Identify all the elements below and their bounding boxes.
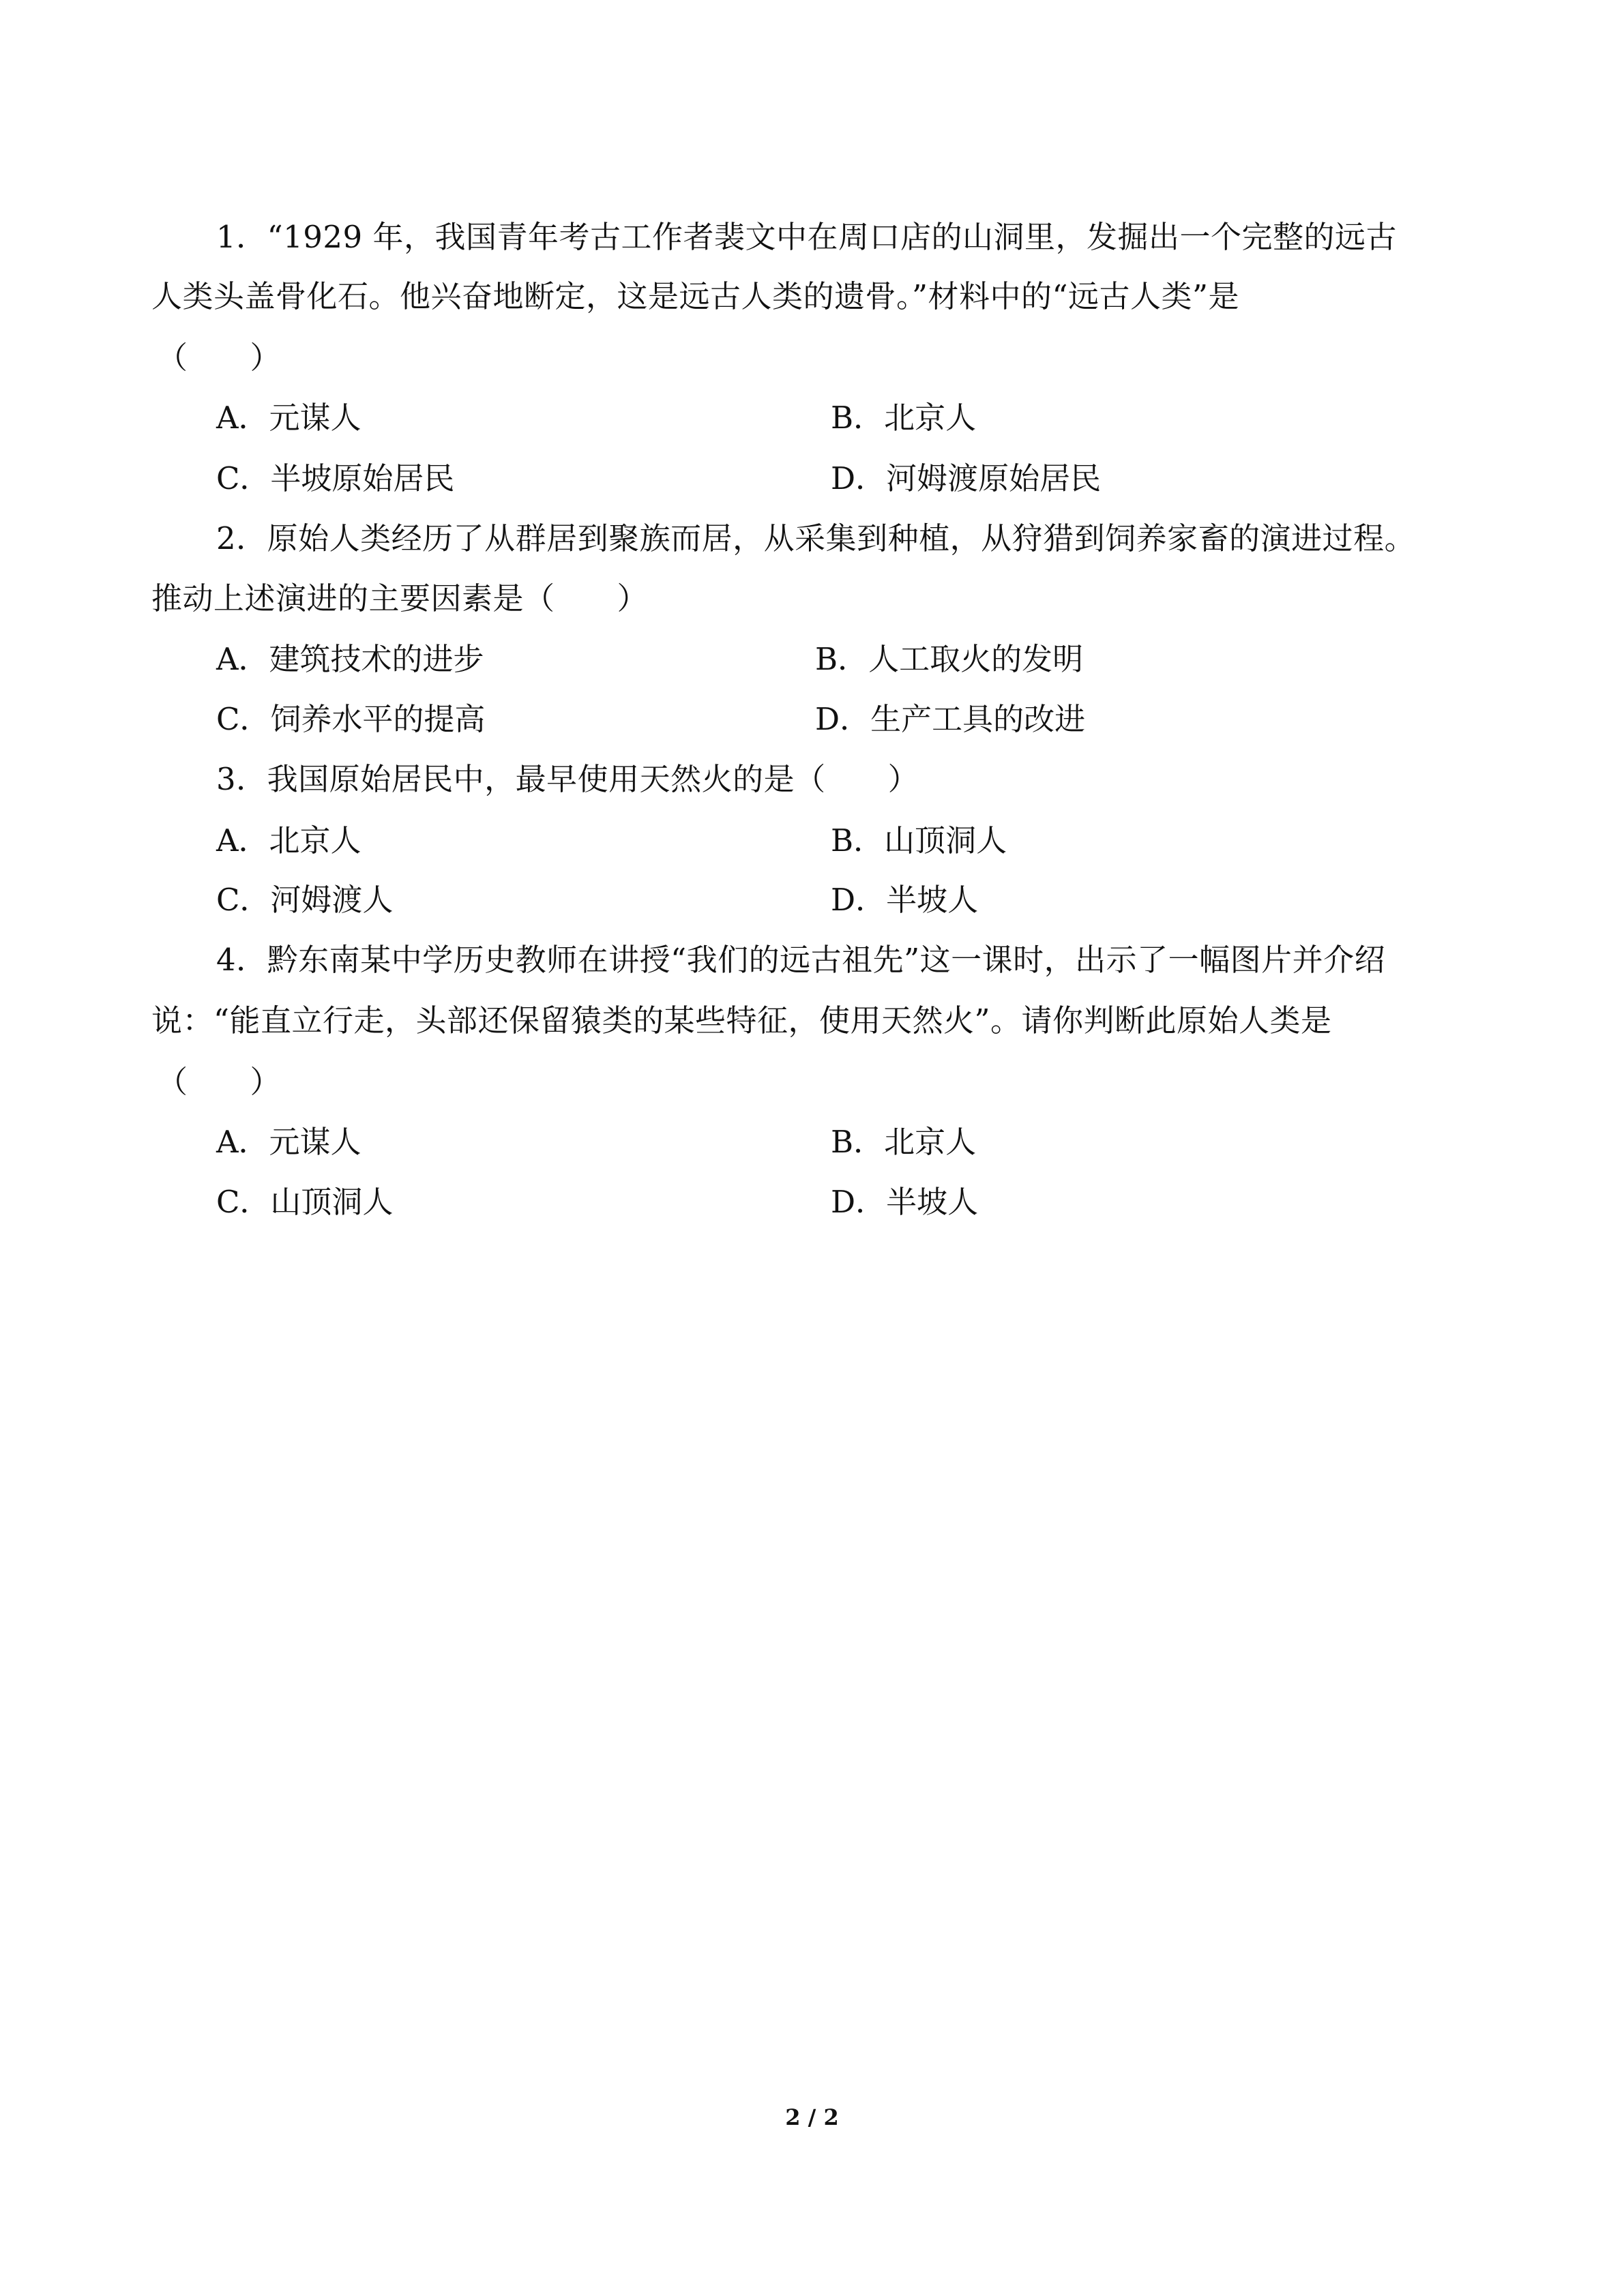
question-2-option-d: D．生产工具的改进 [815, 701, 1086, 737]
question-1-option-b: B．北京人 [831, 400, 977, 436]
question-1-line-1: 1．“1929 年，我国青年考古工作者裴文中在周口店的山洞里，发掘出一个完整的远古 [216, 219, 1397, 255]
question-3-option-c: C．河姆渡人 [216, 882, 394, 918]
question-2-line-2: 推动上述演进的主要因素是（ ） [151, 580, 649, 616]
question-1-option-d: D．河姆渡原始居民 [831, 460, 1102, 496]
question-4-option-d: D．半坡人 [831, 1184, 979, 1220]
question-3-option-d: D．半坡人 [831, 882, 979, 918]
question-1-option-c: C．半坡原始居民 [216, 460, 455, 496]
question-4-answer-blank: （ ） [157, 1064, 282, 1100]
question-4-line-1: 4．黔东南某中学历史教师在讲授“我们的远古祖先”这一课时，出示了一幅图片并介绍 [216, 942, 1386, 978]
question-4-option-b: B．北京人 [831, 1124, 977, 1160]
question-2-option-b: B．人工取火的发明 [815, 641, 1084, 677]
page-number: 2 / 2 [785, 2104, 839, 2130]
question-1-option-a: A．元谋人 [216, 400, 361, 436]
question-4-option-a: A．元谋人 [216, 1124, 361, 1160]
question-3-option-a: A．北京人 [216, 822, 361, 859]
question-1-answer-blank: （ ） [157, 340, 282, 376]
question-2-option-a: A．建筑技术的进步 [216, 641, 484, 677]
question-1-line-2: 人类头盖骨化石。他兴奋地断定，这是远古人类的遗骨。”材料中的“远古人类”是 [151, 278, 1240, 314]
question-4-line-2: 说：“能直立行走，头部还保留猿类的某些特征，使用天然火”。请你判断此原始人类是 [151, 1002, 1332, 1039]
question-2-option-c: C．饲养水平的提高 [216, 701, 486, 737]
question-4-option-c: C．山顶洞人 [216, 1184, 394, 1220]
question-3-option-b: B．山顶洞人 [831, 822, 1007, 859]
question-3-line-1: 3．我国原始居民中，最早使用天然火的是（ ） [216, 761, 919, 797]
question-2-line-1: 2．原始人类经历了从群居到聚族而居，从采集到种植，从狩猎到饲养家畜的演进过程。 [216, 520, 1416, 556]
